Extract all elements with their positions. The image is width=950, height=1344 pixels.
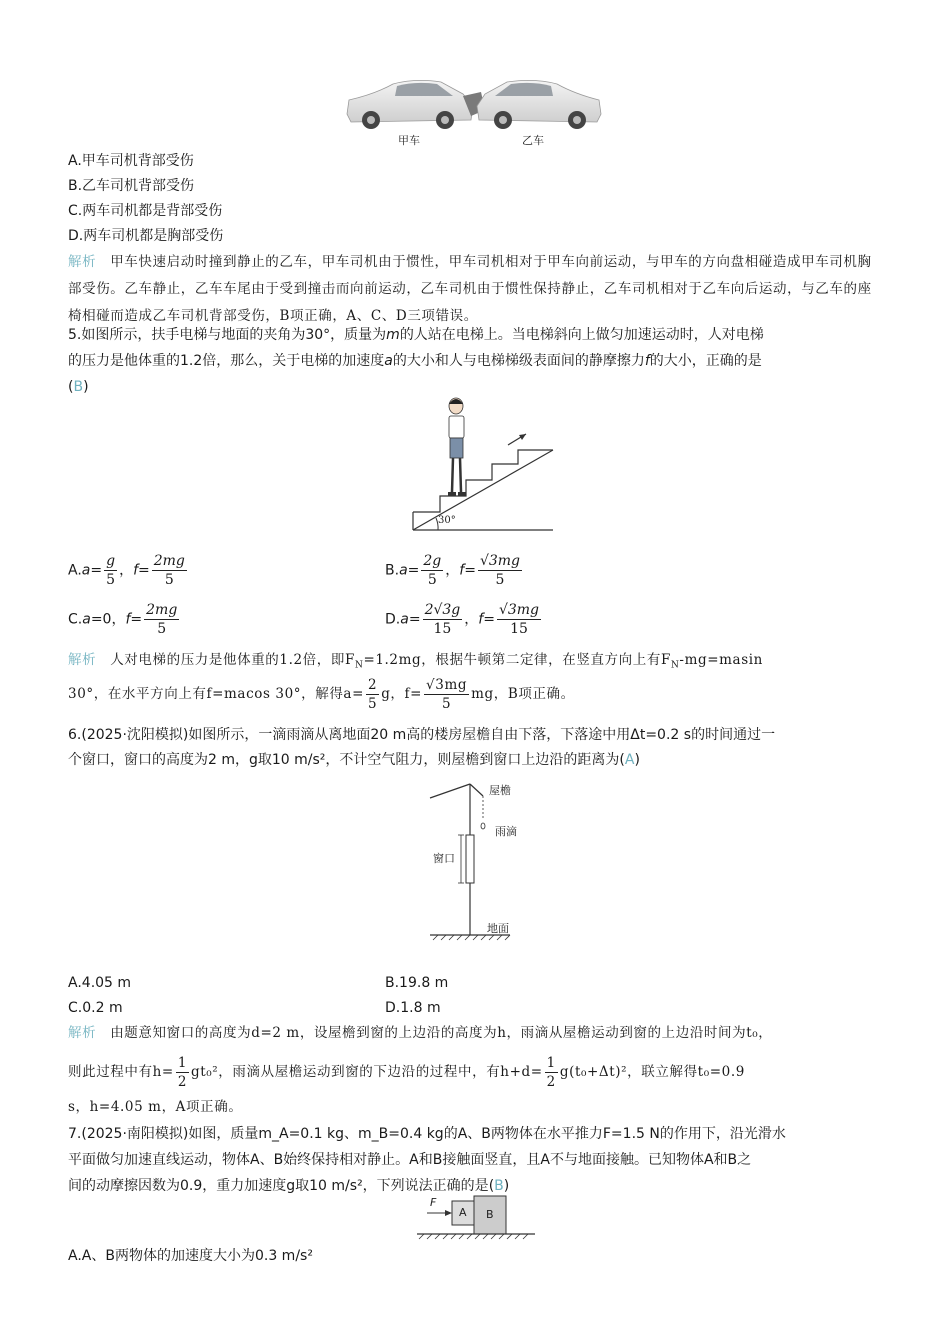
q5-option-a: A.a= $\frac{g}{5}$ ，f= $\frac{2mg}{5}$ <box>68 553 185 588</box>
q5-option-d: D.a= $\frac{2√3g}{15}$ ，f= $\frac{√3mg}{15}$ <box>385 602 540 637</box>
raindrop-figure <box>425 780 535 945</box>
q6-option-d: D.1.8 m <box>385 1000 441 1016</box>
q6-stem: 6.(2025·沈阳模拟)如图所示，一滴雨滴从离地面20 m高的楼房屋檐自由下落，下落途中用Δt=0.2 s的时间通过一 个窗口，窗口的高度为2 m，g取10 m/s²，不计空气阻力，则屋檐到窗口上边沿的距离为(A) <box>68 727 776 768</box>
q5-option-c: C.a=0，f= $\frac{2mg}{5}$ <box>68 602 178 637</box>
raindrop-label: 雨滴 <box>495 825 517 838</box>
q6-analysis-line3: s，h=4.05 m，A项正确。 <box>68 1099 243 1115</box>
q7-stem: 7.(2025·南阳模拟)如图，质量m_A=0.1 kg、m_B=0.4 kg的A、B两物体在水平推力F=1.5 N的作用下，沿光滑水 平面做匀加速直线运动，物体A、B始终保持相对静止。A和B接触面竖直，且A不与地面接触。已知物体A和B之 间的动摩擦因数为0.9，重力加速度g取10 m/s²，下列说法正确的是(B) <box>68 1126 786 1194</box>
window-label: 窗口 <box>433 852 455 865</box>
analysis-tag: 解析 <box>68 254 97 270</box>
force-label: F <box>430 1196 437 1209</box>
q5-analysis-line2: 30°，在水平方向上有f=macos 30°，解得a= $\frac{2}{5}$ g，f= $\frac{√3mg}{5}$ mg，B项正确。 <box>68 677 575 712</box>
analysis-tag: 解析 <box>68 652 97 668</box>
q4-option-a: A.甲车司机背部受伤 <box>68 153 194 169</box>
q6-option-a: A.4.05 m <box>68 975 132 991</box>
q4-analysis <box>68 249 884 330</box>
escalator-diagram <box>408 392 558 534</box>
block-b-label: B <box>486 1208 494 1221</box>
q6-analysis-line2: 则此过程中有h= $\frac{1}{2}$ gt₀²，雨滴从屋檐运动到窗的下边沿的过程中，有h+d= $\frac{1}{2}$ g(t₀+Δt)²，联立解得t₀=0.9 <box>68 1055 745 1090</box>
q6-option-c: C.0.2 m <box>68 1000 123 1016</box>
q6-answer: A <box>624 752 635 768</box>
ground-label: 地面 <box>487 922 509 935</box>
q6-analysis-line1: 解析 由题意知窗口的高度为d=2 m，设屋檐到窗的上边沿的高度为h，雨滴从屋檐运动到窗的上边沿时间为t₀， <box>68 1025 773 1041</box>
q5-stem: 5.如图所示，扶手电梯与地面的夹角为30°，质量为m的人站在电梯上。当电梯斜向上做匀加速运动时，人对电梯 的压力是他体重的1.2倍，那么，关于电梯的加速度a的大小和人与电梯梯级表面间的静摩擦力f的大小，正确的是 (B) <box>68 327 764 395</box>
q4-option-b: B.乙车司机背部受伤 <box>68 178 195 194</box>
car-collision-image <box>345 76 603 132</box>
q4-option-c: C.两车司机都是背部受伤 <box>68 203 223 219</box>
q4-option-d: D.两车司机都是胸部受伤 <box>68 228 224 244</box>
q6-option-b: B.19.8 m <box>385 975 449 991</box>
q5-option-b: B.a= $\frac{2g}{5}$ ，f= $\frac{√3mg}{5}$ <box>385 553 521 588</box>
blocks-figure <box>415 1194 540 1244</box>
q7-answer: B <box>494 1178 504 1194</box>
car-label-jia: 甲车 <box>398 134 420 147</box>
q7-option-a: A.A、B两物体的加速度大小为0.3 m/s² <box>68 1248 313 1264</box>
eave-label: 屋檐 <box>489 784 511 797</box>
analysis-tag: 解析 <box>68 1025 97 1041</box>
q5-analysis-line1: 解析 人对电梯的压力是他体重的1.2倍，即$F_N=1.2mg$，根据牛顿第二定律，在竖直方向上有$F_N-mg=masin$ <box>68 652 763 671</box>
car-label-yi: 乙车 <box>522 134 544 147</box>
car-collision-figure <box>345 76 603 148</box>
q4-analysis-text: 甲车快速启动时撞到静止的乙车，甲车司机由于惯性，甲车司机相对于甲车向前运动，与甲车的方向盘相碰造成甲车司机胸部受伤。乙车静止，乙车车尾由于受到撞击而向前运动，乙车司机由于惯性保持静止，乙车司机相对于乙车向后运动，与乙车的座椅相碰而造成乙车司机背部受伤，B项正确，A、C、D三项错误。 <box>68 254 872 324</box>
escalator-figure <box>408 392 558 534</box>
block-a-label: A <box>459 1206 467 1219</box>
angle-label: 30° <box>438 515 456 526</box>
q5-answer: B <box>73 379 84 395</box>
